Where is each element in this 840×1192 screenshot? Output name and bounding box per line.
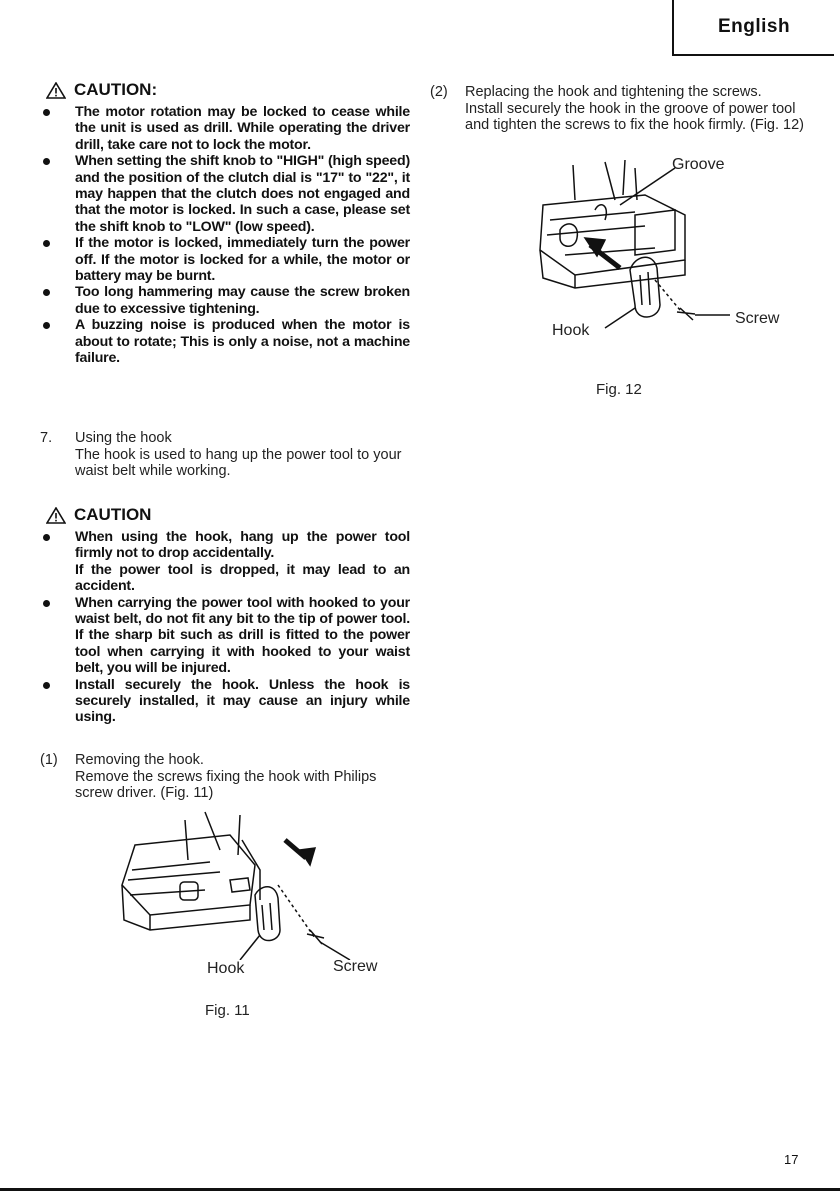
language-tab <box>672 0 834 56</box>
fig11-caption: Fig. 11 <box>205 1002 250 1019</box>
section-text: The hook is used to hang up the power tool to your waist belt while working. <box>75 446 402 479</box>
caution-item: A buzzing noise is produced when the motor is about to rotate; This is only a noise, not a machine failure. <box>40 317 410 366</box>
page-number: 17 <box>784 1152 799 1167</box>
bullet-icon <box>43 682 50 689</box>
caution-item: Too long hammering may cause the screw broken due to excessive tightening. <box>40 284 410 317</box>
section-number: 7. <box>40 430 53 446</box>
fig12-screw-label: Screw <box>735 310 780 327</box>
caution-item: Install securely the hook. Unless the hook is securely installed, it may cause an injury while using. <box>40 677 410 726</box>
caution-block-1 <box>40 80 410 367</box>
fig11-screw-label: Screw <box>333 958 378 975</box>
fig12-illustration <box>535 160 745 340</box>
warning-triangle-icon <box>46 507 66 524</box>
caution-list-2 <box>40 529 410 726</box>
fig11-illustration <box>110 810 370 960</box>
fig11-hook-label: Hook <box>207 960 245 977</box>
bullet-icon <box>43 600 50 607</box>
caution-block-2 <box>40 505 410 726</box>
language-label: English <box>717 16 791 37</box>
bullet-icon <box>43 322 50 329</box>
fig12-hook-label: Hook <box>552 322 590 339</box>
step-heading: Replacing the hook and tightening the screws. <box>465 84 762 100</box>
step-removing-hook <box>40 752 410 802</box>
caution-heading-1: CAUTION: <box>46 80 410 100</box>
step-text: Remove the screws fixing the hook with Philips screw driver. (Fig. 11) <box>75 768 377 801</box>
section-heading: Using the hook <box>75 430 172 446</box>
step-heading: Removing the hook. <box>75 752 204 768</box>
step-replacing-hook <box>430 84 806 134</box>
caution-heading-2: CAUTION <box>46 505 410 525</box>
bullet-icon <box>43 240 50 247</box>
caution-list-1 <box>40 104 410 367</box>
caution-item: If the motor is locked, immediately turn the power off. If the motor is locked for a while, the motor or battery may be burnt. <box>40 235 410 284</box>
step-text: Install securely the hook in the groove of power tool and tighten the screws to fix the hook firmly. (Fig. 12) <box>465 100 805 133</box>
step-number: (2) <box>430 84 448 100</box>
caution-item: When setting the shift knob to "HIGH" (high speed) and the position of the clutch dial is "17" to "22", it may happen that the clutch does not engaged and that the motor is locked. In such a case, please set the shift knob to "LOW" (low speed). <box>40 153 410 235</box>
bullet-icon <box>43 534 50 541</box>
warning-triangle-icon <box>46 82 66 99</box>
bottom-rule <box>0 1188 840 1191</box>
caution-item: When carrying the power tool with hooked to your waist belt, do not fit any bit to the tip of power tool. If the sharp bit such as drill is fitted to the power tool when carrying it with hooked to your waist belt, you will be injured. <box>40 595 410 677</box>
caution-item: When using the hook, hang up the power tool firmly not to drop accidentally. If the power tool is dropped, it may lead to an accident. <box>40 529 410 595</box>
step-number: (1) <box>40 752 58 768</box>
section-using-hook <box>40 430 410 480</box>
fig12-caption: Fig. 12 <box>596 381 642 398</box>
bullet-icon <box>43 289 50 296</box>
bullet-icon <box>43 158 50 165</box>
bullet-icon <box>43 109 50 116</box>
fig12-groove-label: Groove <box>672 156 725 173</box>
caution-item: The motor rotation may be locked to cease while the unit is used as drill. While operating the driver drill, take care not to lock the motor. <box>40 104 410 153</box>
